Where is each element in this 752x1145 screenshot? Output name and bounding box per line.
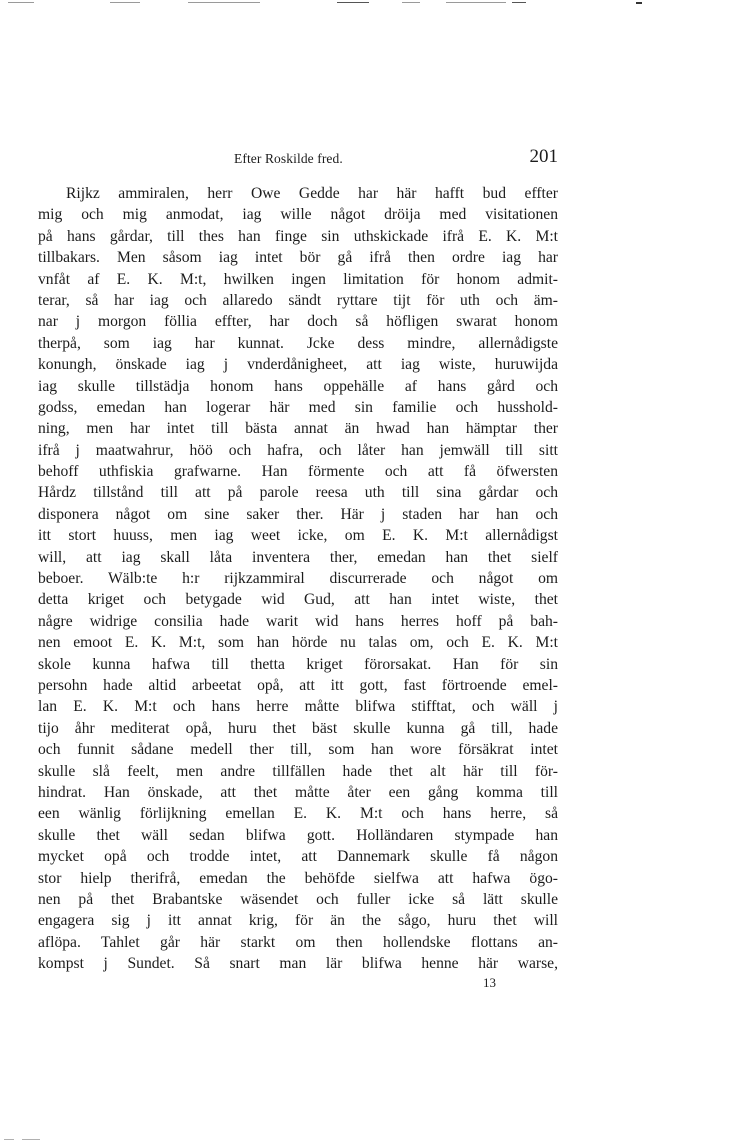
page-number: 201 — [529, 146, 558, 167]
text-line: Rijkz ammiralen, herr Owe Gedde har här hafft bud effter — [66, 185, 558, 202]
text-line: iag skulle tillstädja honom hans oppehälle af hans gård och — [38, 377, 558, 395]
text-line: behoff uthfiskia grafwarne. Han förmente och att få öfwersten — [38, 463, 558, 481]
text-line: kompst j Sundet. Så snart man lär blifwa henne här warse, — [38, 955, 558, 973]
running-title: Efter Roskilde fred. — [234, 151, 343, 166]
text-line: will, att iag skall låta inventera ther, emedan han thet sielf — [38, 548, 558, 566]
text-line: någre widrige consilia hade warit wid hans herres hoff på bah- — [38, 612, 558, 630]
signature-mark: 13 — [483, 975, 496, 990]
text-line: nen på thet Brabantske wäsendet och fuller icke så lätt skulle — [38, 890, 558, 908]
text-line: therpå, som iag har kunnat. Jcke dess mindre, allernådigste — [38, 334, 558, 352]
text-line: detta kriget och betygade wid Gud, att han intet wiste, thet — [38, 591, 558, 609]
text-line: aflöpa. Tahlet går här starkt om then hollendske flottans an- — [38, 933, 558, 951]
text-line: een wänlig förlijkning emellan E. K. M:t och hans herre, så — [38, 805, 558, 823]
text-line: lan E. K. M:t och hans herre måtte blifwa stifftat, och wäll j — [38, 698, 558, 716]
text-line: vnfåt af E. K. M:t, hwilken ingen limitation för honom admit- — [38, 270, 558, 288]
text-line: ning, men har intet till bästa annat än hwad han hämptar ther — [38, 420, 558, 438]
text-line: mycket opå och trodde intet, att Dannemark skulle få någon — [38, 848, 558, 866]
text-line: ifrå j maatwahrur, höö och hafra, och låter han jemwäll till sitt — [38, 441, 558, 459]
body-text — [38, 183, 558, 974]
page-header — [38, 146, 558, 170]
text-line: Hårdz tillstånd till att på parole reesa uth till sina gårdar och — [38, 484, 558, 502]
text-line: konungh, önskade iag j vnderdånigheet, att iag wiste, huruwijda — [38, 356, 558, 374]
text-line: nen emoot E. K. M:t, som han hörde nu talas om, och E. K. M:t — [38, 634, 558, 652]
text-line: persohn hade altid arbeetat opå, att itt gott, fast förtroende emel- — [38, 676, 558, 694]
text-line: skole kunna hafwa till thetta kriget förorsakat. Han för sin — [38, 655, 558, 673]
scan-edge-top — [0, 0, 752, 8]
text-line: terar, så har iag och allaredo sändt ryttare tijt för uth och äm- — [38, 291, 558, 309]
text-line: engagera sig j itt annat krig, för än the sågo, huru thet will — [38, 912, 558, 930]
text-line: beboer. Wälb:te h:r rijkzammiral discurrerade och något om — [38, 570, 558, 588]
scan-edge-bottom — [0, 1138, 752, 1142]
text-line: tillbakars. Men såsom iag intet bör gå ifrå then ordre iag har — [38, 249, 558, 267]
text-line: stor hielp therifrå, emedan the behöfde sielfwa att hafwa ögo- — [38, 869, 558, 887]
text-line: och funnit sådane medell ther till, som han wore försäkrat intet — [38, 741, 558, 759]
text-line: nar j morgon föllia effter, har doch så höfligen swarat honom — [38, 313, 558, 331]
text-line: mig och mig anmodat, iag wille något dröija med visitationen — [38, 206, 558, 224]
text-line: godss, emedan han logerar här med sin familie och husshold- — [38, 398, 558, 416]
text-line: disponera något om sine saker ther. Här j staden har han och — [38, 505, 558, 523]
text-line: skulle slå feelt, men andre tillfällen hade thet alt här till för- — [38, 762, 558, 780]
text-line: tijo åhr mediterat opå, huru thet bäst skulle kunna gå till, hade — [38, 719, 558, 737]
text-line: itt stort huuss, men iag weet icke, om E. K. M:t allernådigst — [38, 527, 558, 545]
text-line: skulle thet wäll sedan blifwa gott. Holländaren stympade han — [38, 826, 558, 844]
text-line: hindrat. Han önskade, att thet måtte åter een gång komma till — [38, 783, 558, 801]
text-line: på hans gårdar, till thes han finge sin uthskickade ifrå E. K. M:t — [38, 227, 558, 245]
